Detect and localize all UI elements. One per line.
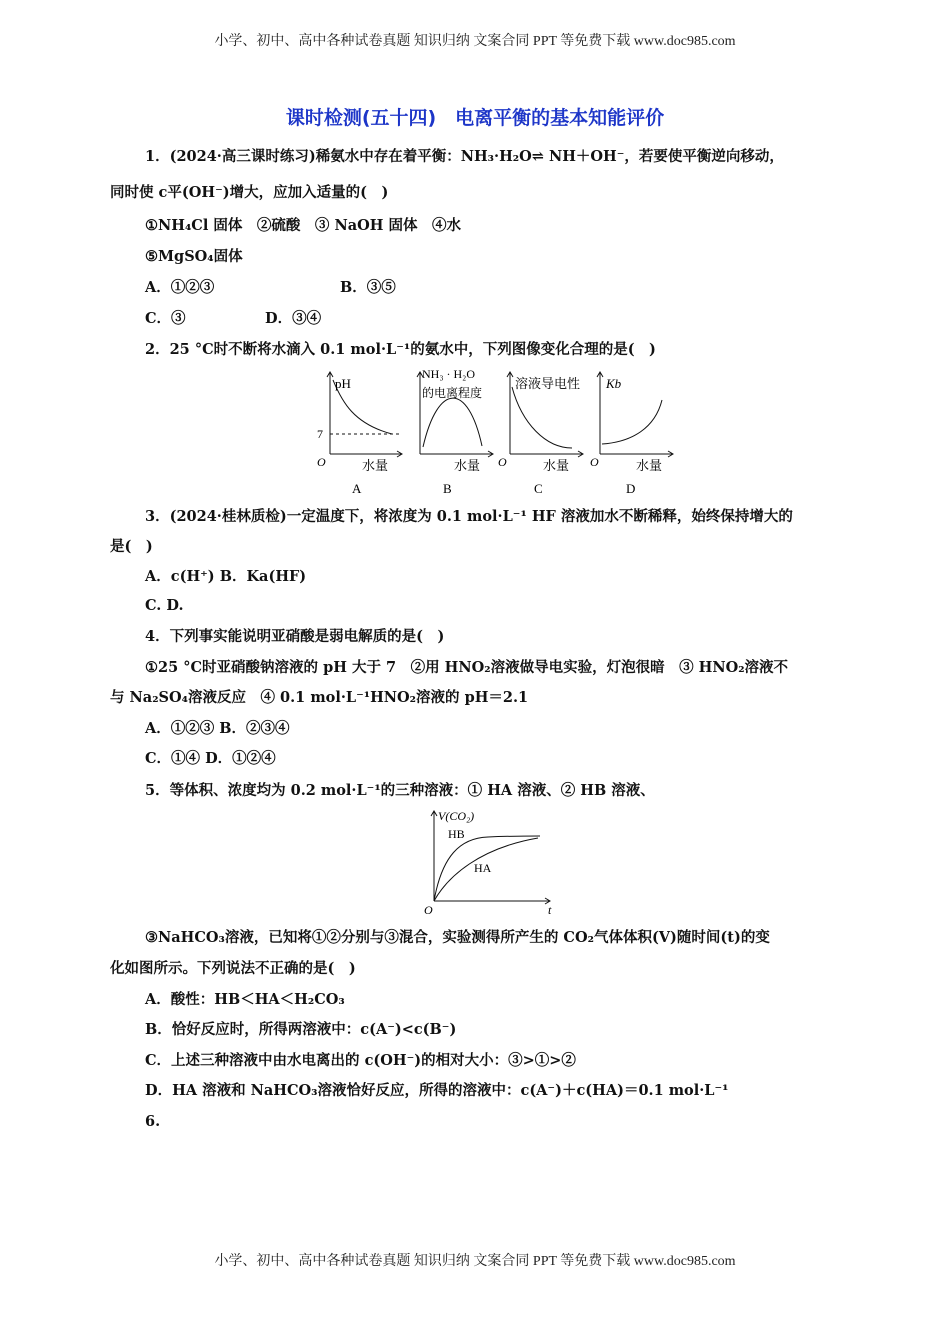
- graph-b-x-label: 水量: [454, 458, 481, 473]
- q5-option-c: C．上述三种溶液中由水电离出的 c(OH⁻)的相对大小：③>①>②: [145, 1052, 576, 1069]
- graph-a-y-label: pH: [335, 376, 351, 391]
- graph-c-label: C: [534, 481, 543, 496]
- graph-a-label: A: [352, 481, 362, 496]
- q1-option-a: A．①②③: [145, 279, 215, 296]
- graph-d-label: D: [626, 481, 636, 496]
- q5-ha-label: HA: [474, 861, 492, 875]
- q5-stem: 5．等体积、浓度均为 0.2 mol·L⁻¹的三种溶液：① HA 溶液、② HB 溶液、: [145, 782, 655, 799]
- q5-line2: 化如图所示。下列说法不正确的是( ): [110, 960, 356, 977]
- q1-choice5: ⑤MgSO₄固体: [145, 248, 243, 265]
- q1-line2: 同时使 c平(OH⁻)增大，应加入适量的( ): [110, 184, 389, 201]
- q2-stem: 2．25 °C时不断将水滴入 0.1 mol·L⁻¹的氨水中，下列图像变化合理的是( ): [145, 341, 656, 358]
- graph-b-y-label-2: 的电离程度: [422, 386, 483, 400]
- q3-options-ab: A．c(H⁺) B．Ka(HF): [145, 568, 307, 585]
- graph-a-seven: 7: [317, 427, 323, 441]
- graph-c-origin: O: [498, 455, 507, 469]
- q1-line1: 1．(2024·高三课时练习)稀氨水中存在着平衡：NH₃·H₂O⇌ NH＋OH⁻，若要使平衡逆向移动，: [145, 148, 784, 165]
- graph-d-origin: O: [590, 455, 599, 469]
- q4-options-cd: C．①④ D．①②④: [145, 750, 276, 767]
- q5-x-label: t: [548, 903, 552, 917]
- graph-d-x-label: 水量: [636, 458, 663, 473]
- q5-option-b: B．恰好反应时，所得两溶液中：c(A⁻)<c(B⁻): [145, 1021, 457, 1038]
- q5-hb-label: HB: [448, 827, 465, 841]
- q5-origin: O: [424, 903, 433, 917]
- q1-option-b: B．③⑤: [340, 279, 396, 296]
- q4-line2: 与 Na₂SO₄溶液反应 ④ 0.1 mol·L⁻¹HNO₂溶液的 pH＝2.1: [110, 689, 529, 706]
- graph-a-origin: O: [317, 455, 326, 469]
- q5-option-d: D．HA 溶液和 NaHCO₃溶液恰好反应，所得的溶液中：c(A⁻)＋c(HA)＝0.1 mol·L⁻¹: [145, 1082, 729, 1099]
- q4-line1: ①25 °C时亚硝酸钠溶液的 pH 大于 7 ②用 HNO₂溶液做导电实验，灯泡很暗 ③ HNO₂溶液不: [145, 659, 789, 676]
- q1-option-d: D．③④: [265, 310, 322, 327]
- q5-figure: [420, 806, 560, 918]
- q6-number: 6.: [145, 1113, 161, 1130]
- graph-c-x-label: 水量: [543, 458, 570, 473]
- q5-line1: ③NaHCO₃溶液，已知将①②分别与③混合，实验测得所产生的 CO₂气体体积(V)随时间(t)的变: [145, 929, 770, 946]
- graph-c-y-label: 溶液导电性: [515, 376, 581, 391]
- page-footer: 小学、初中、高中各种试卷真题 知识归纳 文案合同 PPT 等免费下载 www.doc985.com: [214, 1254, 736, 1269]
- graph-b-y-label-1: NH₃ · H₂O: [422, 367, 476, 381]
- q3-line1: 3．(2024·桂林质检)一定温度下，将浓度为 0.1 mol·L⁻¹ HF 溶液加水不断稀释，始终保持增大的: [145, 508, 793, 525]
- q1-choices: ①NH₄Cl 固体 ②硫酸 ③ NaOH 固体 ④水: [145, 217, 461, 234]
- page-title: 课时检测(五十四) 电离平衡的基本知能评价: [285, 107, 665, 129]
- graph-d-y-label: Kb: [606, 376, 622, 391]
- q4-stem: 4．下列事实能说明亚硝酸是弱电解质的是( ): [145, 628, 445, 645]
- q5-option-a: A．酸性：HB＜HA＜H₂CO₃: [145, 991, 345, 1008]
- q1-option-c: C．③: [145, 310, 186, 327]
- q3-options-cd: C. D.: [145, 597, 184, 614]
- q4-options-ab: A．①②③ B．②③④: [145, 720, 290, 737]
- q2-figure: [310, 362, 690, 502]
- graph-a-x-label: 水量: [362, 458, 389, 473]
- q3-line2: 是( ): [110, 538, 153, 555]
- graph-b-label: B: [443, 481, 452, 496]
- q5-y-label: V(CO₂): [438, 809, 475, 823]
- page-header: 小学、初中、高中各种试卷真题 知识归纳 文案合同 PPT 等免费下载 www.doc985.com: [214, 34, 736, 49]
